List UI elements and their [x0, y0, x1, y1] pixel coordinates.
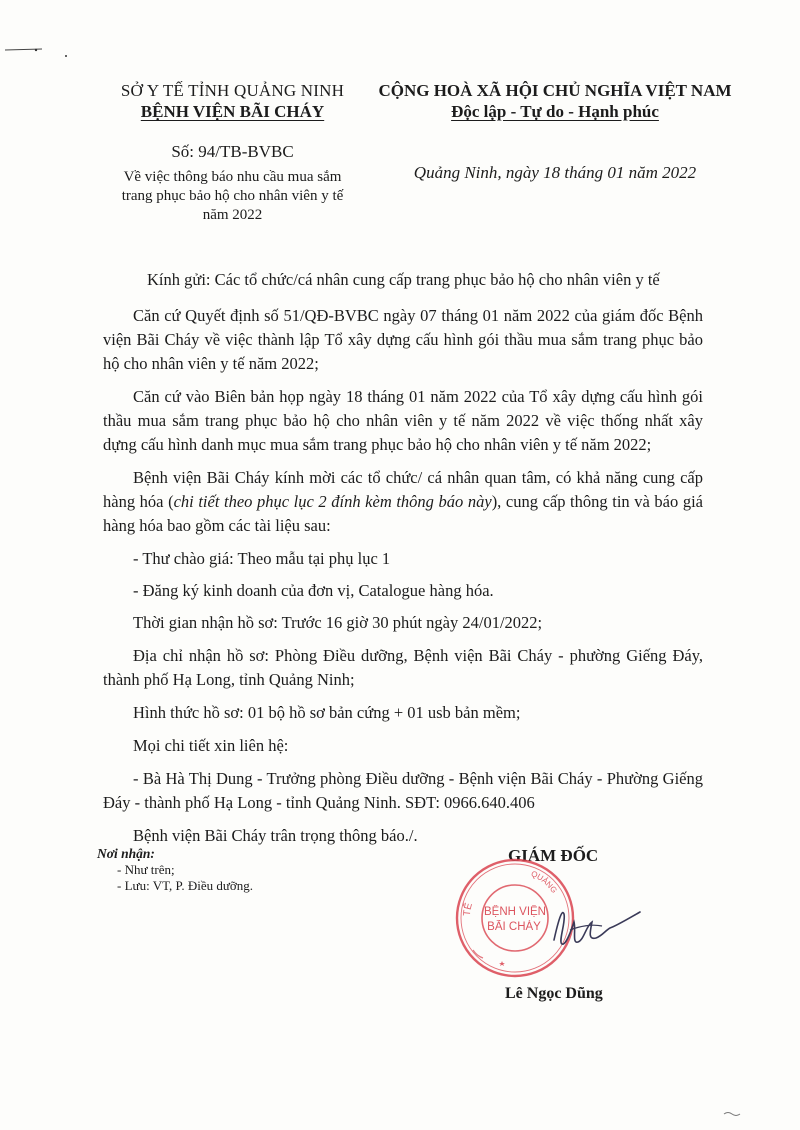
- recipients-heading: Nơi nhận:: [97, 846, 155, 861]
- invitation-paragraph: [103, 466, 703, 538]
- recipient-item: - Như trên;: [117, 862, 175, 877]
- contact-intro: Mọi chi tiết xin liên hệ:: [133, 736, 289, 755]
- subject-line: năm 2022: [202, 207, 263, 223]
- submission-format: Hình thức hồ sơ: 01 bộ hồ sơ bản cứng + 01 usb bản mềm;: [133, 703, 521, 722]
- subject-line: Về việc thông báo nhu cầu mua sắm: [123, 169, 342, 185]
- republic-title: CỘNG HOÀ XÃ HỘI CHỦ NGHĨA VIỆT NAM: [378, 81, 732, 100]
- national-motto: Độc lập - Tự do - Hạnh phúc: [451, 102, 659, 121]
- list-item: - Thư chào giá: Theo mẫu tại phụ lục 1: [133, 549, 391, 568]
- signer-name: Lê Ngọc Dũng: [505, 985, 603, 1002]
- dateline: Quảng Ninh, ngày 18 tháng 01 năm 2022: [413, 163, 697, 182]
- deadline: Thời gian nhận hồ sơ: Trước 16 giờ 30 phút ngày 24/01/2022;: [133, 613, 543, 632]
- subject-line: trang phục bảo hộ cho nhân viên y tế: [121, 188, 344, 204]
- scan-mark: [720, 1108, 744, 1120]
- signer-title: GIÁM ĐỐC: [508, 846, 599, 865]
- invitation-text: ), cung cấp thông tin và báo giá hàng hóa bao gồm các tài liệu sau:: [103, 492, 703, 535]
- basis-minutes: Căn cứ vào Biên bản họp ngày 18 tháng 01 năm 2022 của Tổ xây dựng cấu hình gói thầu mua sắm trang phục bảo hộ cho nhân viên y tế năm 2022 về việc thống nhất xây dựng cấu hình danh mục mua sắm trang phục bảo hộ cho nhân viên y tế năm 2022;: [103, 387, 703, 454]
- addressee: Kính gửi: Các tổ chức/cá nhân cung cấp trang phục bảo hộ cho nhân viên y tế: [147, 270, 660, 289]
- document-number: Số: 94/TB-BVBC: [171, 142, 294, 161]
- list-item: - Đăng ký kinh doanh của đơn vị, Catalogue hàng hóa.: [133, 581, 494, 600]
- stamp-text: QUẢNG: [529, 869, 559, 895]
- recipients-block: [97, 846, 253, 894]
- issuer-block: [100, 80, 365, 225]
- scan-mark: [0, 40, 90, 60]
- recipient-item: - Lưu: VT, P. Điều dưỡng.: [117, 878, 254, 893]
- closing: Bệnh viện Bãi Cháy trân trọng thông báo./.: [133, 826, 418, 845]
- national-header: [375, 80, 735, 183]
- hospital-name: BỆNH VIỆN BÃI CHÁY: [140, 102, 325, 121]
- appendix-reference: chi tiết theo phục lục 2 đính kèm thông báo này: [173, 492, 492, 511]
- submission-address: Địa chỉ nhận hồ sơ: Phòng Điều dưỡng, Bệnh viện Bãi Cháy - phường Giếng Đáy, thành phố Hạ Long, tỉnh Quảng Ninh;: [103, 646, 703, 689]
- document-subject: [100, 168, 365, 225]
- stamp-text: BÃI CHÁY: [487, 921, 541, 933]
- stamp-text: TẾ: [461, 901, 475, 917]
- document-body: [103, 268, 703, 857]
- handwritten-signature-icon: [540, 900, 650, 960]
- ministry-name: SỞ Y TẾ TỈNH QUẢNG NINH: [120, 81, 345, 100]
- basis-decision: Căn cứ Quyết định số 51/QĐ-BVBC ngày 07 tháng 01 năm 2022 của giám đốc Bệnh viện Bãi Cháy về việc thành lập Tổ xây dựng cấu hình gói thầu mua sắm trang phục bảo hộ cho nhân viên y tế năm 2022;: [103, 306, 703, 373]
- invitation-text: Bệnh viện Bãi Cháy kính mời các tổ chức/ cá nhân quan tâm, có khả năng cung cấp hàng hóa (: [103, 468, 703, 511]
- stamp-text: BỆNH VIỆN: [484, 906, 546, 918]
- contact-person: - Bà Hà Thị Dung - Trưởng phòng Điều dưỡng - Bệnh viện Bãi Cháy - Phường Giếng Đáy - thành phố Hạ Long - tỉnh Quảng Ninh. SĐT: 0966.640.406: [103, 769, 703, 812]
